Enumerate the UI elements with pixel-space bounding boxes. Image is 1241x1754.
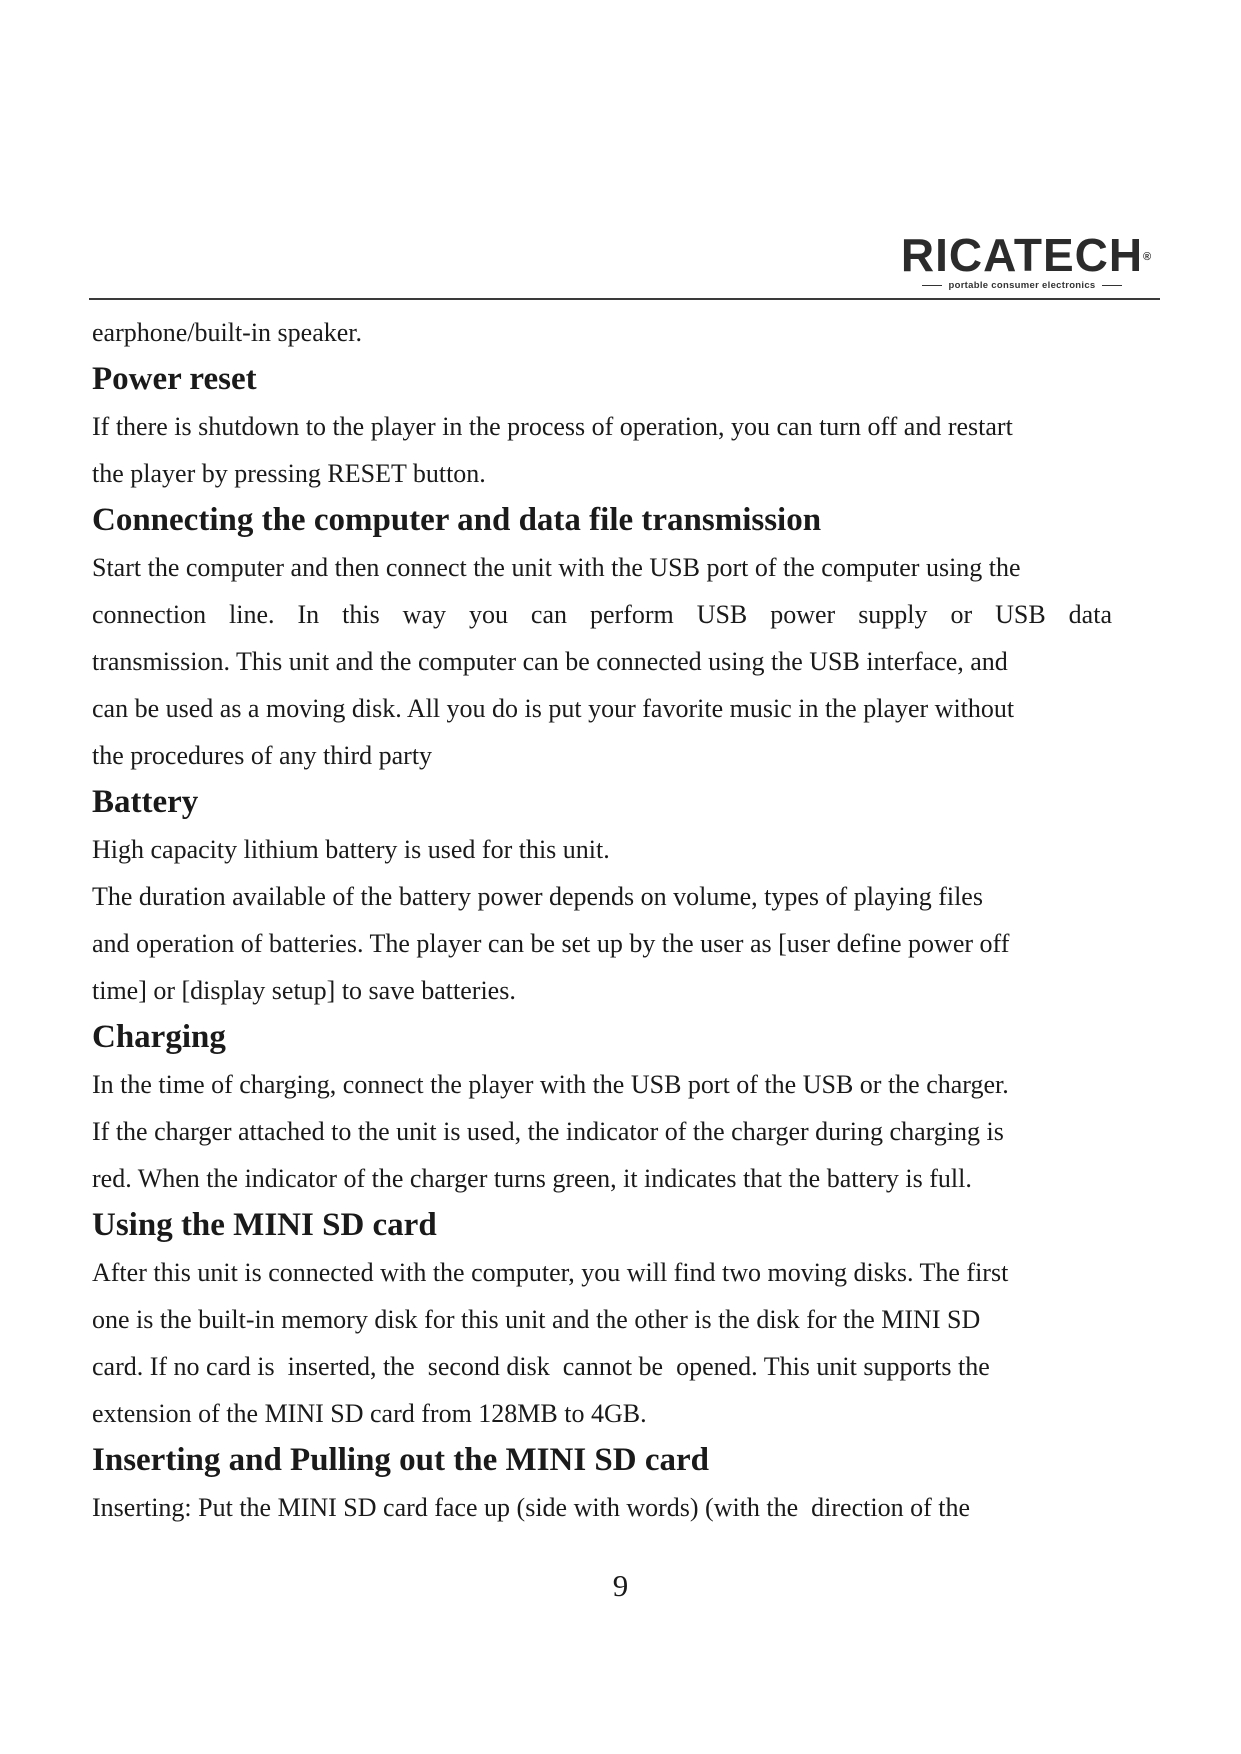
charging-line-2: If the charger attached to the unit is used, the indicator of the charger during charging is	[92, 1117, 1004, 1146]
brand-tagline: portable consumer electronics	[948, 280, 1096, 291]
power-reset-line-2: the player by pressing RESET button.	[92, 459, 486, 488]
connecting-line-1: Start the computer and then connect the unit with the USB port of the computer using the	[92, 553, 1021, 582]
charging-line-3: red. When the indicator of the charger turns green, it indicates that the battery is full.	[92, 1164, 972, 1193]
heading-power-reset: Power reset	[92, 361, 257, 397]
power-reset-line-1: If there is shutdown to the player in the process of operation, you can turn off and restart	[92, 412, 1013, 441]
intro-fragment: earphone/built-in speaker.	[92, 318, 363, 347]
tagline-dash-right	[1102, 285, 1122, 287]
registered-mark: ®	[1143, 251, 1153, 263]
brand-tagline-row	[887, 280, 1157, 291]
brand-logo	[887, 229, 1157, 291]
mini-sd-line-3: card. If no card is inserted, the second disk cannot be opened. This unit supports the	[92, 1352, 990, 1381]
page-content	[92, 309, 1162, 1531]
heading-battery: Battery	[92, 784, 199, 820]
heading-charging: Charging	[92, 1019, 226, 1055]
battery-line-2: The duration available of the battery power depends on volume, types of playing files	[92, 882, 983, 911]
connecting-line-4: can be used as a moving disk. All you do is put your favorite music in the player without	[92, 694, 1015, 723]
mini-sd-line-4: extension of the MINI SD card from 128MB to 4GB.	[92, 1399, 647, 1428]
charging-line-1: In the time of charging, connect the player with the USB port of the USB or the charger.	[92, 1070, 1009, 1099]
mini-sd-line-1: After this unit is connected with the computer, you will find two moving disks. The first	[92, 1258, 1009, 1287]
tagline-dash-left	[922, 285, 942, 287]
header-divider	[89, 298, 1160, 300]
inserting-line-1: Inserting: Put the MINI SD card face up (side with words) (with the direction of the	[92, 1493, 971, 1522]
connecting-line-3: transmission. This unit and the computer can be connected using the USB interface, and	[92, 647, 1008, 676]
page-header	[0, 0, 1241, 305]
heading-inserting-pulling: Inserting and Pulling out the MINI SD card	[92, 1442, 709, 1478]
page-number: 9	[612, 1568, 629, 1603]
mini-sd-line-2: one is the built-in memory disk for this unit and the other is the disk for the MINI SD	[92, 1305, 981, 1334]
connecting-line-5: the procedures of any third party	[92, 741, 433, 770]
battery-line-1: High capacity lithium battery is used for this unit.	[92, 835, 610, 864]
battery-line-3: and operation of batteries. The player can be set up by the user as [user define power off	[92, 929, 1010, 958]
heading-connecting-computer: Connecting the computer and data file transmission	[92, 502, 822, 538]
brand-name: RICATECH	[900, 229, 1144, 281]
heading-using-mini-sd: Using the MINI SD card	[92, 1207, 437, 1243]
connecting-line-2: connection line. In this way you can perform USB power supply or USB data	[92, 600, 1112, 629]
battery-line-4: time] or [display setup] to save batteries.	[92, 976, 516, 1005]
